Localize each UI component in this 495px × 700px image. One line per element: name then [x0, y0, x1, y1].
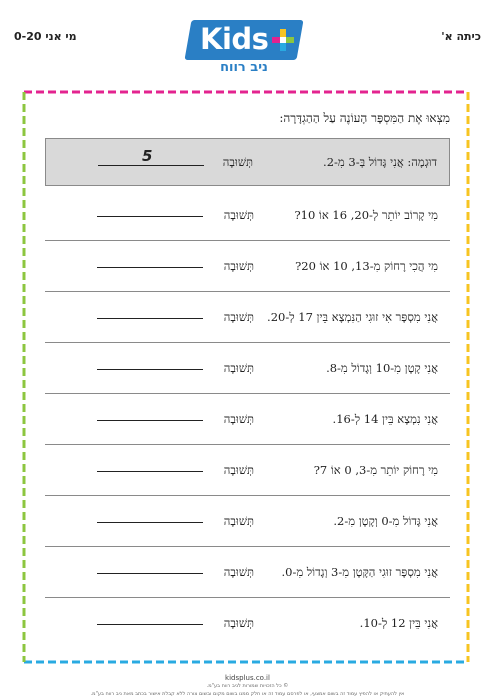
question-text: אֲנִי נִמְצָא בֵּין 14 לְ-16.	[332, 412, 438, 426]
question-row	[45, 547, 450, 598]
answer-label: תְּשׁוּבָה	[222, 155, 253, 169]
footer-copyright: © כל הזכויות שמורות לניב רווח בע"מ.	[206, 683, 289, 689]
question-text: מִי קָרוֹב יוֹתֵר לְ-20, 16 אוֹ 10?	[294, 208, 438, 222]
question-row	[45, 496, 450, 547]
question-row	[45, 445, 450, 496]
grade-label: כיתה א'	[441, 30, 481, 43]
kids-logo	[186, 20, 302, 75]
answer-label: תְּשׁוּבָה	[223, 616, 254, 630]
question-row	[45, 292, 450, 343]
instructions: מִצְאוּ אֶת הַמִּסְפָּר הָעוֹנֶה עַל הַהַגְדָּרָה:	[279, 111, 450, 125]
answer-label: תְּשׁוּבָה	[223, 565, 254, 579]
question-text: אֲנִי בֵּין 12 לְ-10.	[359, 616, 438, 630]
answer-line[interactable]	[97, 522, 203, 523]
answer-label: תְּשׁוּבָה	[223, 259, 254, 273]
answer-line[interactable]	[97, 624, 203, 625]
question-row	[45, 190, 450, 241]
question-list	[45, 138, 450, 648]
answer-line[interactable]	[97, 573, 203, 574]
footer-site: kidsplus.co.il	[225, 674, 270, 682]
worksheet-topic: מי אני 0-20	[14, 30, 77, 43]
answer-label: תְּשׁוּבָה	[223, 412, 254, 426]
question-text: אֲנִי גָּדוֹל מִ-0 וְקָטָן מִ-2.	[333, 514, 438, 528]
question-text: אֲנִי קָטָן מִ-10 וְגָדוֹל מִ-8.	[326, 361, 438, 375]
question-row	[45, 394, 450, 445]
answer-line	[98, 165, 204, 166]
question-text: מִי רָחוֹק יוֹתֵר מִ-3, 0 אוֹ 7?	[313, 463, 438, 477]
plus-icon	[272, 29, 294, 51]
answer-line[interactable]	[97, 318, 203, 319]
logo-text: Kids	[200, 22, 269, 56]
question-text: אֲנִי מִסְפָּר אִי זוּגִי הַנִּמְצָא בֵּין 17 לְ-20.	[267, 310, 438, 324]
answer-label: תְּשׁוּבָה	[223, 361, 254, 375]
question-row	[45, 343, 450, 394]
answer-line[interactable]	[97, 216, 203, 217]
logo-subtitle: ניב רווח	[220, 60, 268, 75]
answer-label: תְּשׁוּבָה	[223, 463, 254, 477]
answer-line[interactable]	[97, 471, 203, 472]
example-question: דוּגְמָה: אֲנִי גָּדוֹל בְּ-3 מִ-2.	[323, 155, 437, 169]
example-row	[45, 138, 450, 186]
question-text: אֲנִי מִסְפָּר זוּגִי הַקָּטָן מִ-3 וְגָדוֹל מִ-0.	[281, 565, 438, 579]
answer-line[interactable]	[97, 267, 203, 268]
answer-line[interactable]	[97, 420, 203, 421]
question-row	[45, 241, 450, 292]
question-text: מִי הֲכִי רָחוֹק מִ-13, 10 אוֹ 20?	[295, 259, 438, 273]
answer-label: תְּשׁוּבָה	[223, 208, 254, 222]
answer-label: תְּשׁוּבָה	[223, 514, 254, 528]
footer-legal: אין להעתיק או להפיץ עמוד זה בשום אמצעי, או לפרסם עמוד זה או חלק ממנו בשום מקום ובשום צורה ללא קבלת אישור בכתב מאת ניב רווח בע"מ.	[90, 691, 405, 697]
question-row	[45, 598, 450, 648]
example-answer: 5	[142, 147, 153, 165]
answer-label: תְּשׁוּבָה	[223, 310, 254, 324]
answer-line[interactable]	[97, 369, 203, 370]
